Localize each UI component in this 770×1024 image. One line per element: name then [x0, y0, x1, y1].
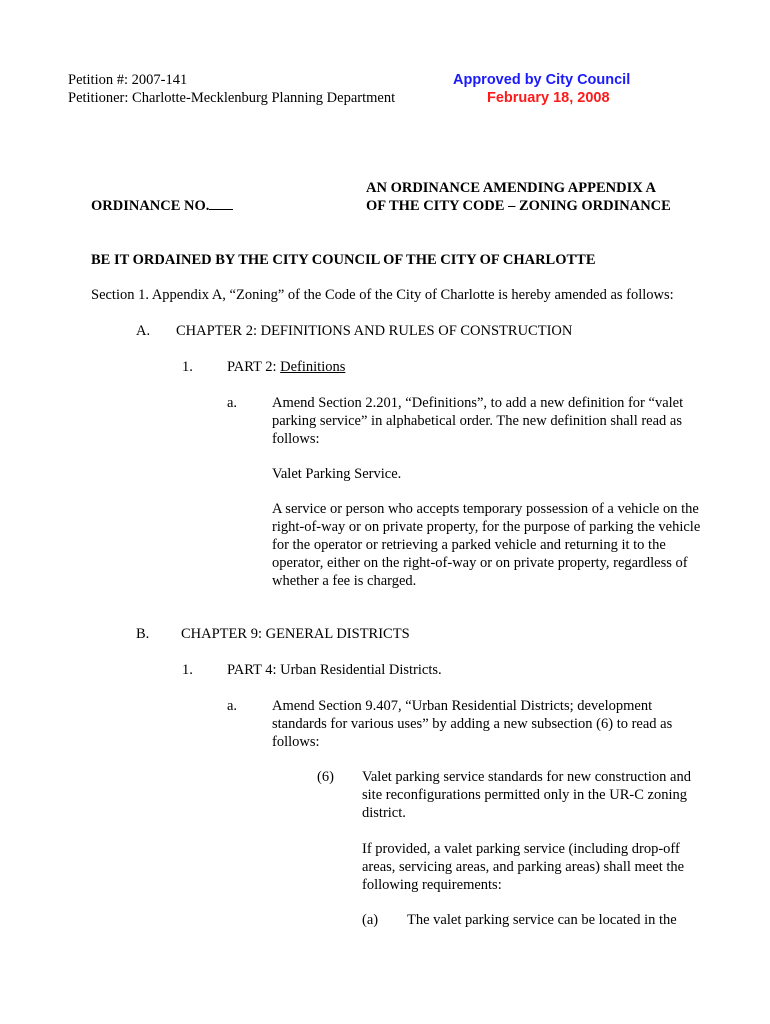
part-b-heading: CHAPTER 9: GENERAL DISTRICTS — [181, 626, 410, 642]
subsection-6a-marker: (a) — [362, 912, 379, 928]
ordinance-number-label: ORDINANCE NO. — [91, 198, 210, 214]
part-a-item1 — [227, 358, 345, 376]
part-a-item1-prefix: PART 2: — [227, 359, 281, 375]
part-a-sub-a-text: Amend Section 2.201, “Definitions”, to add a new definition for “valet parking service” in alphabetical order. The new definition shall read as follows: — [272, 395, 684, 447]
approval-date: February 18, 2008 — [487, 90, 610, 106]
petitioner: Petitioner: Charlotte-Mecklenburg Planning Department — [68, 90, 396, 106]
subsection-6-paragraph: If provided, a valet parking service (including drop-off areas, servicing areas, and parking areas) shall meet the following requirements: — [362, 841, 685, 893]
part-a-marker: A. — [136, 323, 151, 339]
definitions-heading: Definitions — [280, 359, 346, 375]
ordained-clause: BE IT ORDAINED BY THE CITY COUNCIL OF THE CITY OF CHARLOTTE — [91, 252, 596, 268]
subsection-6-text: Valet parking service standards for new construction and site reconfigurations permitted only in the UR-C zoning district. — [362, 769, 691, 821]
part-a-sub-a-marker: a. — [227, 395, 238, 411]
part-b-sub-a-text: Amend Section 9.407, “Urban Residential Districts; development standards for various uses” by adding a new subsection (6) to read as follows: — [272, 698, 673, 750]
section-1-text: Section 1. Appendix A, “Zoning” of the Code of the City of Charlotte is hereby amended as follows: — [91, 287, 674, 303]
ordinance-number — [91, 197, 233, 215]
part-a-item1-marker: 1. — [182, 359, 193, 375]
part-b-sub-a-marker: a. — [227, 698, 238, 714]
subsection-6-marker: (6) — [317, 769, 334, 785]
part-b-item1-text: PART 4: Urban Residential Districts. — [227, 662, 442, 678]
definition-term: Valet Parking Service. — [272, 466, 402, 482]
part-b-marker: B. — [136, 626, 150, 642]
subsection-6a-text: The valet parking service can be located in the — [407, 912, 677, 928]
ordinance-title-line1: AN ORDINANCE AMENDING APPENDIX A — [366, 180, 657, 196]
petition-number: Petition #: 2007-141 — [68, 72, 188, 88]
definition-text: A service or person who accepts temporary possession of a vehicle on the right-of-way or on private property, for the purpose of parking the vehicle for the operator or retrieving a parked vehicle and returning it to the operator, either on the right-of-way or on private property, regardless of whether a fee is charged. — [272, 501, 701, 589]
approval-stamp-line: Approved by City Council — [453, 72, 631, 88]
ordinance-title-line2: OF THE CITY CODE – ZONING ORDINANCE — [366, 198, 671, 214]
part-b-item1-marker: 1. — [182, 662, 193, 678]
ordinance-number-blank — [209, 197, 233, 210]
part-a-heading: CHAPTER 2: DEFINITIONS AND RULES OF CONSTRUCTION — [176, 323, 573, 339]
